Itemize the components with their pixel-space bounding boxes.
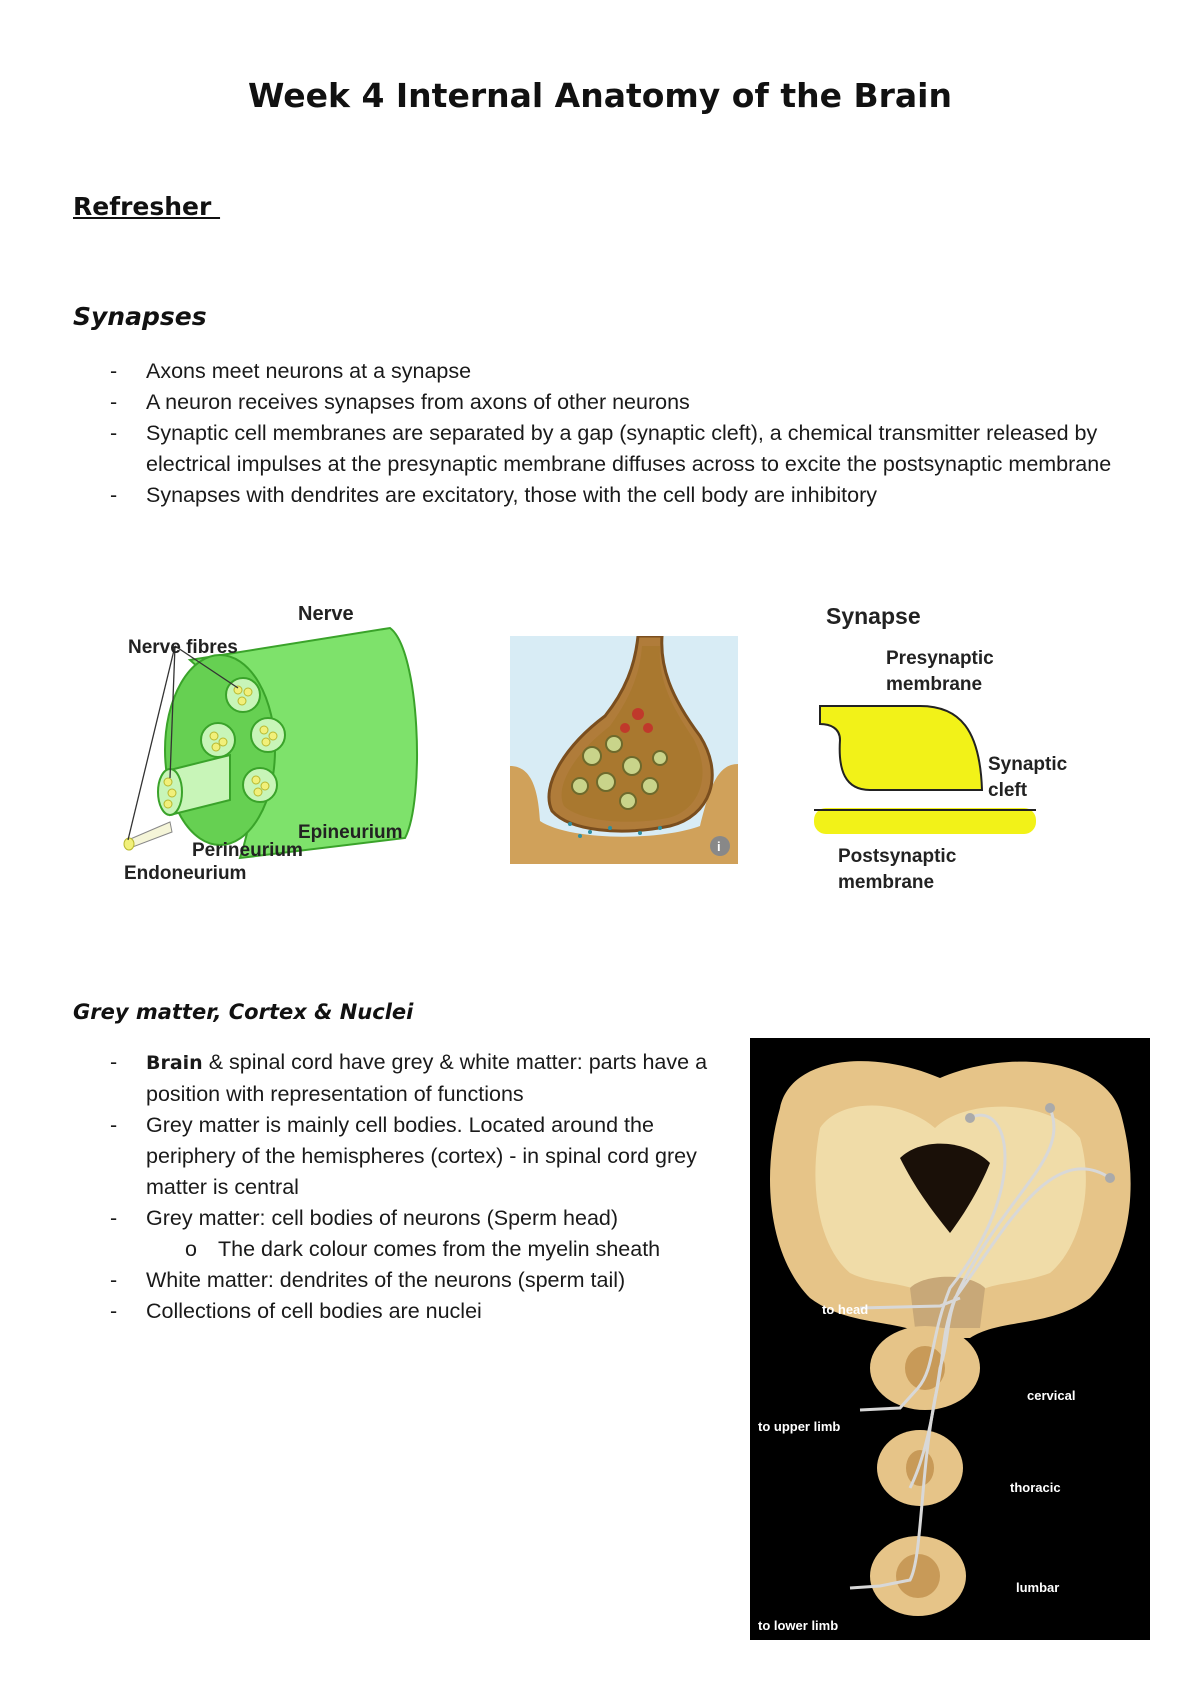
brain-section bbox=[770, 1061, 1131, 1338]
list-item: - Synaptic cell membranes are separated by a gap (synaptic cleft), a chemical transmitter released by electrical impulses at the presynaptic membrane diffuses across to excite the postsynaptic membrane bbox=[0, 418, 1120, 480]
axon-terminal-figure bbox=[510, 636, 738, 864]
label-to-lower-limb: to lower limb bbox=[758, 1618, 839, 1633]
label-perineurium: Perineurium bbox=[192, 840, 303, 861]
label-cleft: Synaptic bbox=[988, 754, 1068, 775]
label-postsynaptic-2: membrane bbox=[838, 872, 935, 890]
label-presynaptic: Presynaptic bbox=[886, 648, 994, 669]
label-nerve-fibres: Nerve fibres bbox=[128, 637, 238, 658]
refresher-heading: Refresher bbox=[73, 192, 221, 221]
label-to-head: to head bbox=[822, 1302, 869, 1317]
grey-matter-heading: Grey matter, Cortex & Nuclei bbox=[73, 1000, 414, 1024]
synapse-figure bbox=[810, 600, 1080, 890]
list-item: - Collections of cell bodies are nuclei bbox=[0, 1296, 740, 1327]
label-cervical: cervical bbox=[1027, 1388, 1076, 1403]
label-epineurium: Epineurium bbox=[298, 822, 403, 843]
page-title: Week 4 Internal Anatomy of the Brain bbox=[248, 76, 952, 115]
list-item: - A neuron receives synapses from axons of other neurons bbox=[0, 387, 1120, 418]
list-item: - White matter: dendrites of the neurons (sperm tail) bbox=[0, 1265, 740, 1296]
list-item: - Grey matter: cell bodies of neurons (Sperm head) bbox=[0, 1203, 740, 1234]
label-lumbar: lumbar bbox=[1016, 1580, 1060, 1595]
label-endoneurium: Endoneurium bbox=[124, 863, 247, 884]
label-nerve: Nerve bbox=[298, 603, 354, 625]
nerve-figure bbox=[120, 600, 440, 890]
label-postsynaptic: Postsynaptic bbox=[838, 846, 957, 867]
label-to-upper-limb: to upper limb bbox=[758, 1419, 841, 1434]
list-item bbox=[0, 1047, 740, 1110]
bullet-lead: Brain bbox=[146, 1052, 203, 1074]
presynaptic-membrane bbox=[820, 706, 982, 790]
info-icon-glyph: i bbox=[717, 839, 721, 854]
synapses-list bbox=[0, 356, 1120, 511]
label-cleft-2: cleft bbox=[988, 780, 1028, 801]
grey-matter-list bbox=[0, 1047, 740, 1327]
label-synapse-title: Synapse bbox=[826, 603, 921, 629]
list-item: - Axons meet neurons at a synapse bbox=[0, 356, 1120, 387]
label-thoracic: thoracic bbox=[1010, 1480, 1061, 1495]
list-item: - Synapses with dendrites are excitatory, those with the cell body are inhibitory bbox=[0, 480, 1120, 511]
list-item: o The dark colour comes from the myelin sheath bbox=[0, 1234, 740, 1265]
postsynaptic-membrane bbox=[814, 808, 1036, 834]
brain-figure bbox=[750, 1038, 1150, 1640]
list-item: - Grey matter is mainly cell bodies. Located around the periphery of the hemispheres (cortex) - in spinal cord grey matter is central bbox=[0, 1110, 740, 1203]
synapses-heading: Synapses bbox=[73, 302, 207, 331]
bullet-text: & spinal cord have grey & white matter: parts have a position with representation of functions bbox=[146, 1050, 708, 1106]
label-presynaptic-2: membrane bbox=[886, 674, 983, 695]
